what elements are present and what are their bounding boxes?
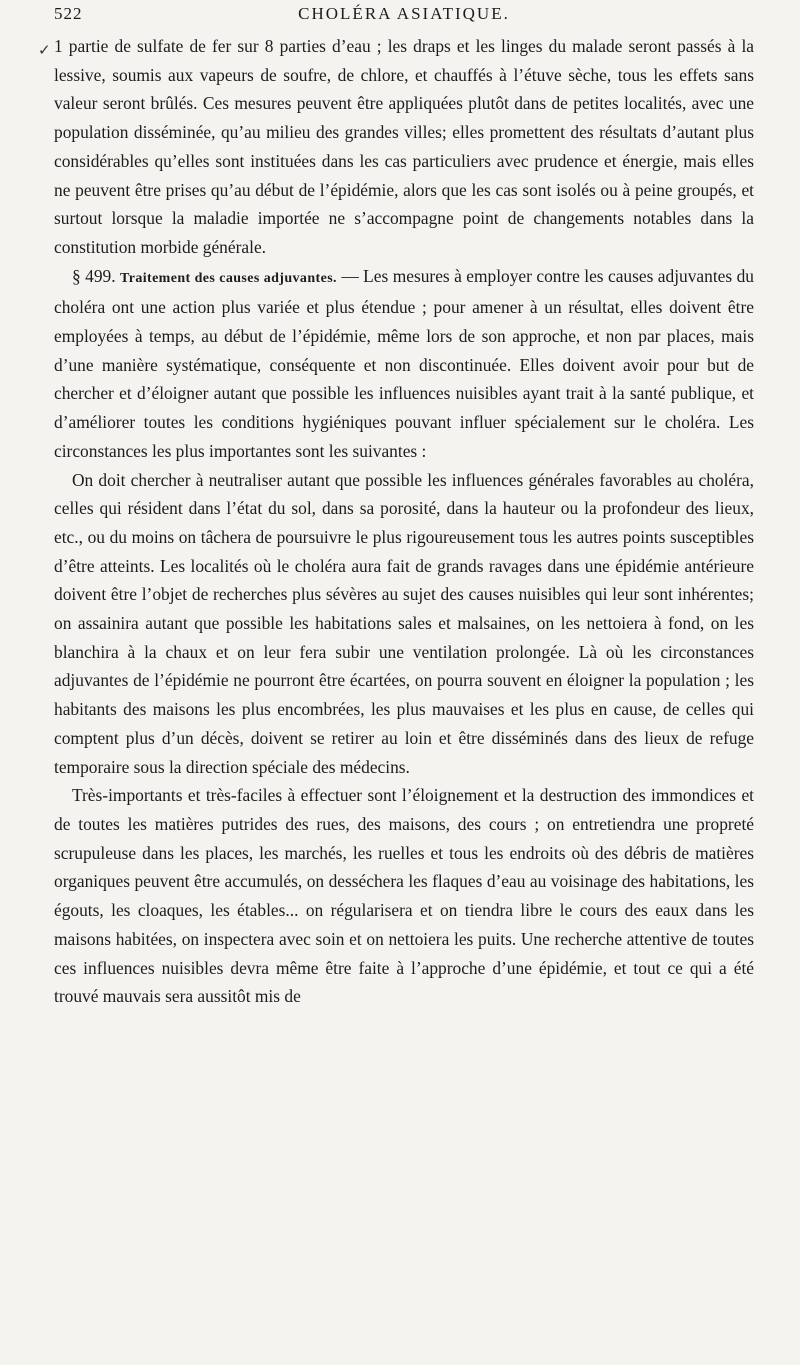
running-title: CHOLÉRA ASIATIQUE. [298, 4, 510, 23]
page-number: 522 [54, 4, 83, 23]
paragraph-2 [54, 262, 754, 466]
running-head [54, 4, 754, 28]
margin-check-mark: ✓ [38, 41, 51, 59]
section-title: Traitement des causes adjuvantes. [120, 270, 337, 286]
paragraph-1: 1 partie de sulfate de fer sur 8 parties d’eau ; les draps et les linges du malade seront passés à la lessive, soumis aux vapeurs de soufre, de chlore, et chauffés à l’étuve sèche, tous les effets sans valeur seront brûlés. Ces mesures peuvent être appliquées plutôt dans de petites localités, avec une population disséminée, qu’au milieu des grandes villes; elles promettent des résultats d’autant plus considérables qu’elles sont instituées dans les cas particuliers avec prudence et énergie, mais elles ne peuvent être prises qu’au début de l’épidémie, alors que les cas sont isolés ou à peine groupés, et surtout lorsque la maladie importée ne s’accompagne point de changements notables dans la constitution morbide générale. [54, 36, 754, 257]
section-number: § 499. [72, 265, 116, 286]
paragraph-4: Très-importants et très-faciles à effectuer sont l’éloignement et la destruction des immondices et de toutes les matières putrides des rues, des maisons, des cours ; on entretiendra une propreté scrupuleuse dans les places, les marchés, les ruelles et tous les endroits où des débris de matières organiques peuvent être accumulés, on desséchera les flaques d’eau au voisinage des habitations, les égouts, les cloaques, les étables... on régularisera et on tiendra libre le cours des eaux dans les maisons habitées, on inspectera avec soin et on nettoiera les puits. Une recherche attentive de toutes ces influences nuisibles devra même être faite à l’approche d’une épidémie, et tout ce qui a été trouvé mauvais sera aussitôt mis de [54, 785, 754, 1007]
paragraph-3: On doit chercher à neutraliser autant que possible les influences générales favorables au choléra, celles qui résident dans l’état du sol, dans sa porosité, dans la hauteur ou la profondeur des lieux, etc., ou du moins on tâchera de poursuivre le plus rigoureusement tous les autres points susceptibles d’être atteints. Les localités où le choléra aura fait de grands ravages dans une épidémie antérieure doivent être l’objet de recherches plus sévères au sujet des causes nuisibles qui leur sont inhérentes; on assainira autant que possible les habitations sales et malsaines, on les nettoiera à fond, on les blanchira à la chaux et on leur fera subir une ventilation prolongée. Là où les circonstances adjuvantes de l’épidémie ne pourront être écartées, on pourra souvent en éloigner la population ; les habitants des maisons les plus encombrées, les plus mauvaises et les plus en cause, de celles qui comptent plus d’un décès, doivent se retirer au loin et être disséminés dans des lieux de refuge temporaire sous la direction spéciale des médecins. [54, 469, 754, 777]
body-text [54, 32, 754, 1011]
paragraph-2-text: — Les mesures à employer contre les causes adjuvantes du choléra ont une action plus variée et plus étendue ; pour amener à un résultat, elles doivent être employées à temps, au début de l’épidémie, même lors de son approche, et non par places, mais d’une manière systématique, conséquente et non discontinuée. Elles doivent avoir pour but de chercher et d’éloigner autant que possible les influences nuisibles ayant trait à la santé publique, et d’améliorer toutes les conditions hygiéniques pouvant influer spécialement sur le choléra. Les circonstances les plus importantes sont les suivantes : [54, 265, 754, 461]
